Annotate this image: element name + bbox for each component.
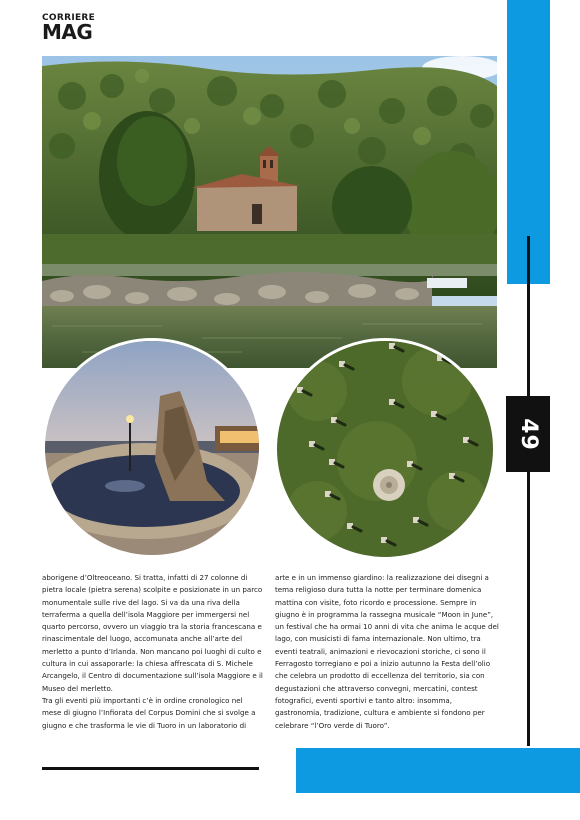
aerial-columns-image [277,341,496,560]
article-paragraph: arte e in un immenso giardino: la realizzazione dei disegni a tema religioso dura tutta la notte per terminare domenica mattina con visite, foto ricordo e processione. Sempre in giugno è in programma la rassegna musicale “Moon in June”, un festival che ha ormai 10 anni di vita che anima le acque del lago, con musicisti di fama internazionale. Non ultimo, tra eventi teatrali, animazioni e rievocazioni storiche, ci sono il Ferragosto torregiano e poi a inizio autunno la Festa dell’olio che celebra un prodotto di eccellenza del territorio, sia con degustazioni che attraverso convegni, mercatini, contest fotografici, eventi sportivi e tanto altro: insomma, gastronomia, tradizione, cultura e ambiente si fondono per celebrare “l’Oro verde di Tuoro”. [275,573,499,730]
vertical-rule [527,236,530,746]
footer-rule [42,767,259,770]
page-number: 49 [515,417,541,451]
article-column-left [42,572,264,732]
logo-bottom-text: MAG [42,20,93,44]
lakeshore-church-image [42,56,497,368]
logo-top-text: CORRIERE [42,13,96,23]
circle-image-aerial [274,338,496,560]
circle-image-monument [42,338,262,558]
accent-bar-bottom [296,748,580,793]
article-paragraph: aborigene d’Oltreoceano. Si tratta, infatti di 27 colonne di pietra locale (pietra serena) scolpite e posizionate in un parco monumentale sulle rive del lago. Si va da una riva della terraferma a quella dell’isola Maggiore per immergersi nel quarto percorso, ovvero un viaggio tra la storia francescana e rinascimentale del luogo, accomunata anche all’arte del merletto a punto d’Irlanda. Non mancano poi luoghi di culto e cultura in cui assaporarle: la chiesa affrescata di S. Michele Arcangelo, il Centro di documentazione sull’isola Maggiore e il Museo del merletto. [42,573,263,693]
article-paragraph: Tra gli eventi più importanti c’è in ordine cronologico nel mese di giugno l’Infiorata del Corpus Domini che si svolge a giugno e che trasforma le vie di Tuoro in un laboratorio di [42,695,256,730]
page-number-box [506,396,550,472]
monument-fountain-image [45,341,262,558]
magazine-logo [42,14,95,42]
article-column-right [275,572,501,732]
main-photo [42,56,497,368]
